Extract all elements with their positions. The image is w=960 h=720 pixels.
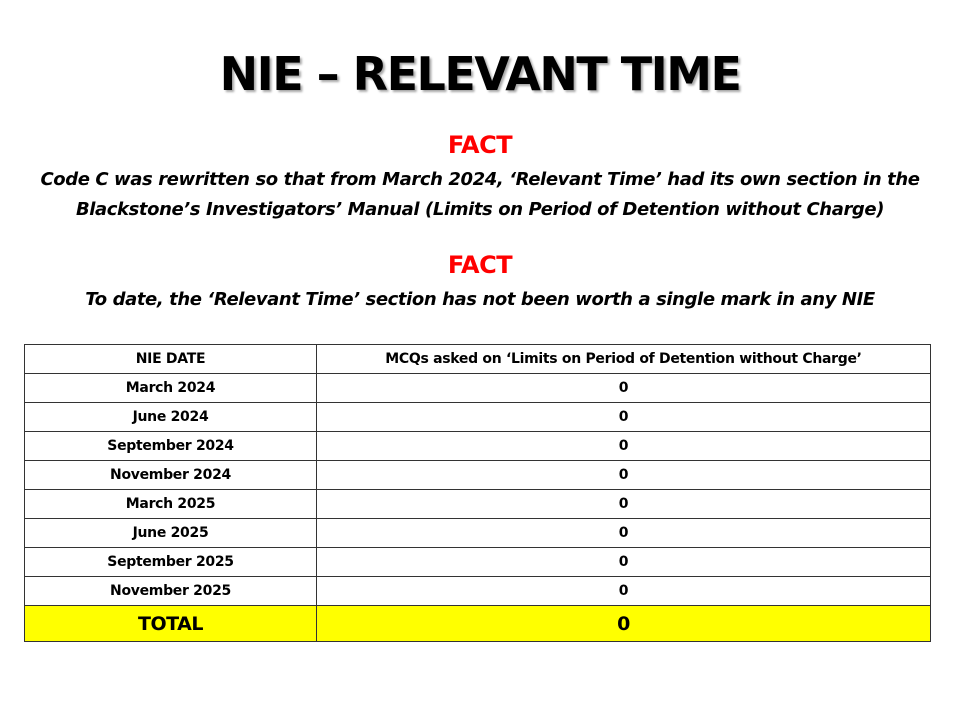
- header-mcq-count: MCQs asked on ‘Limits on Period of Detention without Charge’: [317, 345, 931, 374]
- table-row: [25, 374, 931, 403]
- row-date: September 2025: [25, 548, 317, 577]
- table-header-row: [25, 345, 931, 374]
- row-count: 0: [317, 461, 931, 490]
- row-date: November 2025: [25, 577, 317, 606]
- row-date: March 2025: [25, 490, 317, 519]
- row-count: 0: [317, 374, 931, 403]
- total-row: [25, 606, 931, 642]
- page-title: NIE – RELEVANT TIME: [219, 47, 741, 101]
- row-count: 0: [317, 490, 931, 519]
- table-row: [25, 577, 931, 606]
- row-date: September 2024: [25, 432, 317, 461]
- row-date: June 2024: [25, 403, 317, 432]
- table-row: [25, 519, 931, 548]
- table-row: [25, 432, 931, 461]
- table-row: [25, 403, 931, 432]
- total-count: 0: [317, 606, 931, 642]
- row-date: June 2025: [25, 519, 317, 548]
- fact-text-2: [6, 285, 954, 315]
- fact-text-1-line-2: Blackstone’s Investigators’ Manual (Limits on Period of Detention without Charge): [75, 199, 885, 220]
- table-row: [25, 490, 931, 519]
- row-count: 0: [317, 519, 931, 548]
- table-row: [25, 548, 931, 577]
- nie-mcq-table: [24, 344, 931, 642]
- fact-text-2-line-1: To date, the ‘Relevant Time’ section has not been worth a single mark in any NIE: [85, 289, 875, 310]
- fact-text-1: [6, 165, 954, 225]
- fact-text-1-line-1: Code C was rewritten so that from March 2024, ‘Relevant Time’ had its own section in the: [40, 169, 920, 190]
- row-count: 0: [317, 548, 931, 577]
- fact-heading-2: FACT: [447, 251, 513, 279]
- row-count: 0: [317, 432, 931, 461]
- fact-heading-1: FACT: [447, 131, 513, 159]
- row-count: 0: [317, 403, 931, 432]
- table-row: [25, 461, 931, 490]
- total-label: TOTAL: [25, 606, 317, 642]
- header-nie-date: NIE DATE: [25, 345, 317, 374]
- row-date: March 2024: [25, 374, 317, 403]
- row-count: 0: [317, 577, 931, 606]
- row-date: November 2024: [25, 461, 317, 490]
